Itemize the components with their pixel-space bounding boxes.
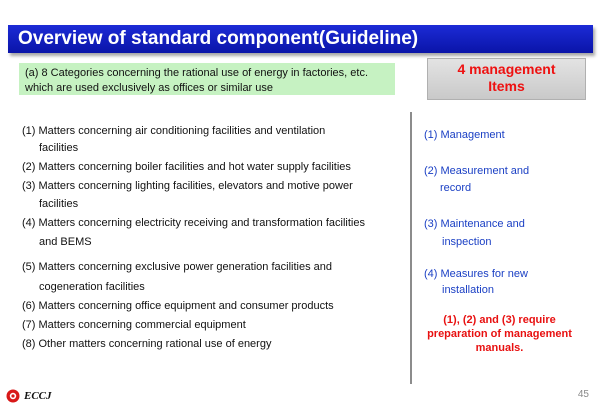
matter-6-line-1: (6) Matters concerning office equipment and consumer products (22, 300, 334, 312)
note-line-1: (1), (2) and (3) require (443, 314, 556, 326)
management-item-2-line-1: (2) Measurement and (424, 165, 530, 177)
note-line-3: manuals. (475, 342, 524, 354)
category-line-1: (a) 8 Categories concerning the rational use of energy in factories, etc. (25, 67, 369, 79)
management-heading-line-2: Items (488, 78, 525, 94)
management-item-4-line-1: (4) Measures for new (424, 268, 528, 280)
management-item-3-line-1: (3) Maintenance and (424, 218, 525, 230)
management-heading-line-1: 4 management (457, 61, 556, 77)
manuals-note (412, 313, 587, 355)
matter-2-line-1: (2) Matters concerning boiler facilities and hot water supply facilities (22, 161, 351, 173)
matter-7-line-1: (7) Matters concerning commercial equipment (22, 319, 246, 331)
eccj-logo-icon (6, 389, 20, 403)
management-items-heading (428, 61, 585, 95)
category-text (25, 66, 397, 96)
category-box (19, 63, 395, 95)
management-item-4-line-2: installation (442, 284, 494, 296)
management-item-3-line-2: inspection (442, 236, 492, 248)
matter-3-line-2: facilities (39, 198, 79, 210)
matter-4-line-1: (4) Matters concerning electricity receiving and transformation facilities (22, 217, 365, 229)
management-item-1: (1) Management (424, 129, 505, 141)
slide-title-bar (8, 25, 593, 53)
matter-1-line-2: facilities (39, 142, 79, 154)
management-item-2-line-2: record (440, 182, 472, 194)
eccj-logo-text: ECCJ (24, 390, 52, 402)
matter-4-line-2: and BEMS (39, 236, 92, 248)
matter-5-line-1: (5) Matters concerning exclusive power generation facilities and (22, 261, 332, 273)
matter-1-line-1: (1) Matters concerning air conditioning facilities and ventilation (22, 125, 326, 137)
page-number: 45 (577, 389, 589, 400)
slide-title: Overview of standard component(Guideline) (18, 28, 419, 49)
eccj-logo (6, 387, 76, 407)
matter-5-line-2: cogeneration facilities (39, 281, 145, 293)
category-line-2: which are used exclusively as offices or similar use (25, 82, 274, 94)
management-items-heading-box (427, 58, 586, 100)
matter-8-line-1: (8) Other matters concerning rational use of energy (22, 338, 272, 350)
matter-3-line-1: (3) Matters concerning lighting facilities, elevators and motive power (22, 180, 353, 192)
note-line-2: preparation of management (427, 328, 572, 340)
